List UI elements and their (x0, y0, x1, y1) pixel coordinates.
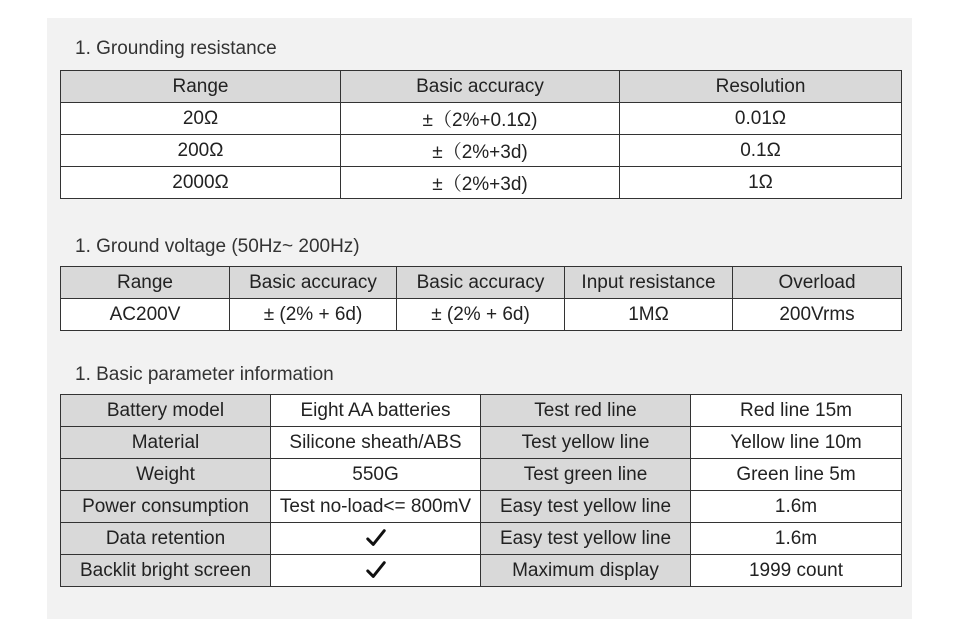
param-label: Weight (61, 459, 271, 491)
param-label: Power consumption (61, 491, 271, 523)
section-title-grounding-resistance: 1. Grounding resistance (75, 38, 277, 59)
header-basic-accuracy: Basic accuracy (230, 267, 397, 299)
section-title-basic-parameters: 1. Basic parameter information (75, 364, 334, 385)
section-title-ground-voltage: 1. Ground voltage (50Hz~ 200Hz) (75, 236, 360, 257)
table-row (61, 555, 902, 587)
basic-parameter-table (60, 394, 902, 587)
table-row (61, 523, 902, 555)
cell-range: 2000Ω (61, 167, 341, 199)
header-range: Range (61, 71, 341, 103)
param-label: Maximum display (481, 555, 691, 587)
cell-input-resistance: 1MΩ (565, 299, 733, 331)
param-label: Data retention (61, 523, 271, 555)
table-row (61, 103, 902, 135)
cell-resolution: 0.1Ω (620, 135, 902, 167)
param-value: Red line 15m (691, 395, 902, 427)
checkmark-icon (365, 527, 387, 549)
table-row (61, 135, 902, 167)
cell-accuracy: ±（2%+0.1Ω) (341, 103, 620, 135)
param-value: Green line 5m (691, 459, 902, 491)
header-resolution: Resolution (620, 71, 902, 103)
checkmark-icon (365, 559, 387, 581)
grounding-resistance-table (60, 70, 902, 199)
header-overload: Overload (733, 267, 902, 299)
param-value: Silicone sheath/ABS (271, 427, 481, 459)
header-basic-accuracy: Basic accuracy (397, 267, 565, 299)
table-row (61, 167, 902, 199)
table-header-row (61, 267, 902, 299)
table-row (61, 491, 902, 523)
cell-range: AC200V (61, 299, 230, 331)
param-value: 1.6m (691, 523, 902, 555)
header-basic-accuracy: Basic accuracy (341, 71, 620, 103)
param-value (271, 523, 481, 555)
param-value: 1.6m (691, 491, 902, 523)
param-label: Test red line (481, 395, 691, 427)
table-row (61, 427, 902, 459)
param-value (271, 555, 481, 587)
param-label: Easy test yellow line (481, 491, 691, 523)
cell-accuracy: ±（2%+3d) (341, 135, 620, 167)
param-value: Yellow line 10m (691, 427, 902, 459)
cell-accuracy: ± (2% + 6d) (397, 299, 565, 331)
param-label: Battery model (61, 395, 271, 427)
table-row (61, 395, 902, 427)
param-label: Material (61, 427, 271, 459)
ground-voltage-table (60, 266, 902, 331)
param-value: 550G (271, 459, 481, 491)
param-label: Backlit bright screen (61, 555, 271, 587)
header-range: Range (61, 267, 230, 299)
cell-overload: 200Vrms (733, 299, 902, 331)
cell-resolution: 0.01Ω (620, 103, 902, 135)
cell-resolution: 1Ω (620, 167, 902, 199)
table-row (61, 459, 902, 491)
header-input-resistance: Input resistance (565, 267, 733, 299)
param-label: Test green line (481, 459, 691, 491)
param-label: Test yellow line (481, 427, 691, 459)
table-header-row (61, 71, 902, 103)
cell-range: 20Ω (61, 103, 341, 135)
table-row (61, 299, 902, 331)
cell-accuracy: ±（2%+3d) (341, 167, 620, 199)
cell-range: 200Ω (61, 135, 341, 167)
cell-accuracy: ± (2% + 6d) (230, 299, 397, 331)
param-label: Easy test yellow line (481, 523, 691, 555)
param-value: Eight AA batteries (271, 395, 481, 427)
param-value: 1999 count (691, 555, 902, 587)
param-value: Test no-load<= 800mV (271, 491, 481, 523)
